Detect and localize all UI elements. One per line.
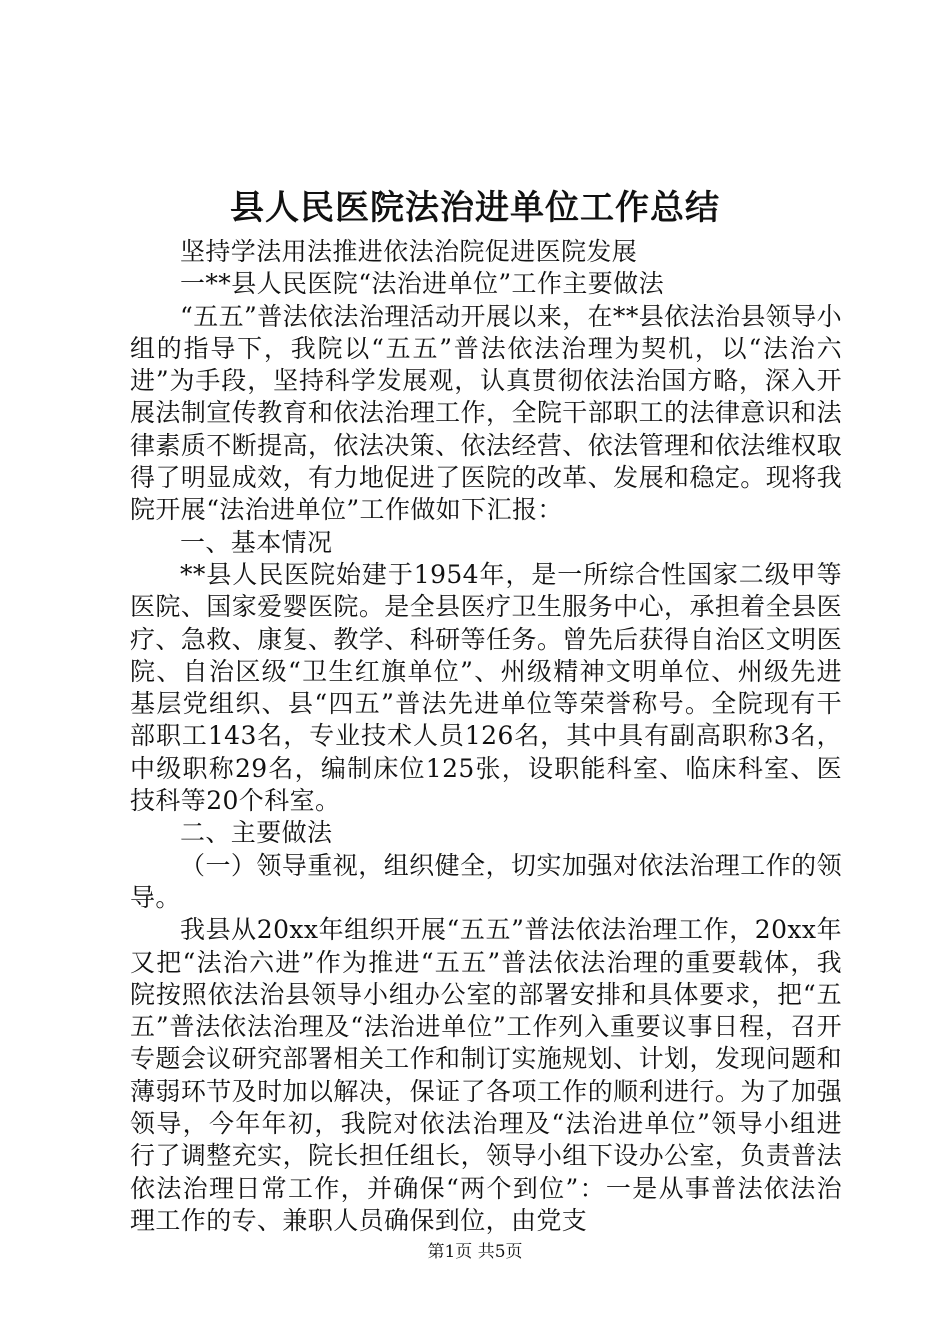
subsection-heading: （一）领导重视，组织健全，切实加强对依法治理工作的领导。 xyxy=(130,850,842,912)
section-heading: 二、主要做法 xyxy=(180,818,333,848)
page-footer: 第1页 共5页 xyxy=(427,1242,523,1262)
body-paragraph: 一**县人民医院“法治进单位”工作主要做法 xyxy=(180,269,664,299)
document-body xyxy=(130,236,842,1237)
body-paragraph: **县人民医院始建于1954年，是一所综合性国家二级甲等医院、国家爱婴医院。是全县医疗卫生服务中心，承担着全县医疗、急救、康复、教学、科研等任务。曾先后获得自治区文明医院、自治区级“卫生红旗单位”、州级精神文明单位、州级先进基层党组织、县“四五”普法先进单位等荣誉称号。全院现有干部职工143名，专业技术人员126名，其中具有副高职称3名，中级职称29名，编制床位125张，设职能科室、临床科室、医技科等20个科室。 xyxy=(130,559,842,816)
section-heading: 一、基本情况 xyxy=(180,527,333,557)
body-paragraph: “五五”普法依法治理活动开展以来，在**县依法治县领导小组的指导下，我院以“五五”普法依法治理为契机，以“法治六进”为手段，坚持科学发展观，认真贯彻依法治国方略，深入开展法制宣传教育和依法治理工作，全院干部职工的法律意识和法律素质不断提高，依法决策、依法经营、依法管理和依法维权取得了明显成效，有力地促进了医院的改革、发展和稳定。现将我院开展“法治进单位”工作做如下汇报： xyxy=(130,301,842,525)
body-paragraph: 坚持学法用法推进依法治院促进医院发展 xyxy=(180,237,638,266)
document-title: 县人民医院法治进单位工作总结 xyxy=(230,188,720,228)
body-paragraph: 我县从20xx年组织开展“五五”普法依法治理工作，20xx年又把“法治六进”作为推进“五五”普法依法治理的重要载体，我院按照依法治县领导小组办公室的部署安排和具体要求，把“五五”普法依法治理及“法治进单位”工作列入重要议事日程，召开专题会议研究部署相关工作和制订实施规划、计划，发现问题和薄弱环节及时加以解决，保证了各项工作的顺利进行。为了加强领导，今年年初，我院对依法治理及“法治进单位”领导小组进行了调整充实，院长担任组长，领导小组下设办公室，负责普法依法治理日常工作，并确保“两个到位”：一是从事普法依法治理工作的专、兼职人员确保到位，由党支 xyxy=(130,915,842,1235)
